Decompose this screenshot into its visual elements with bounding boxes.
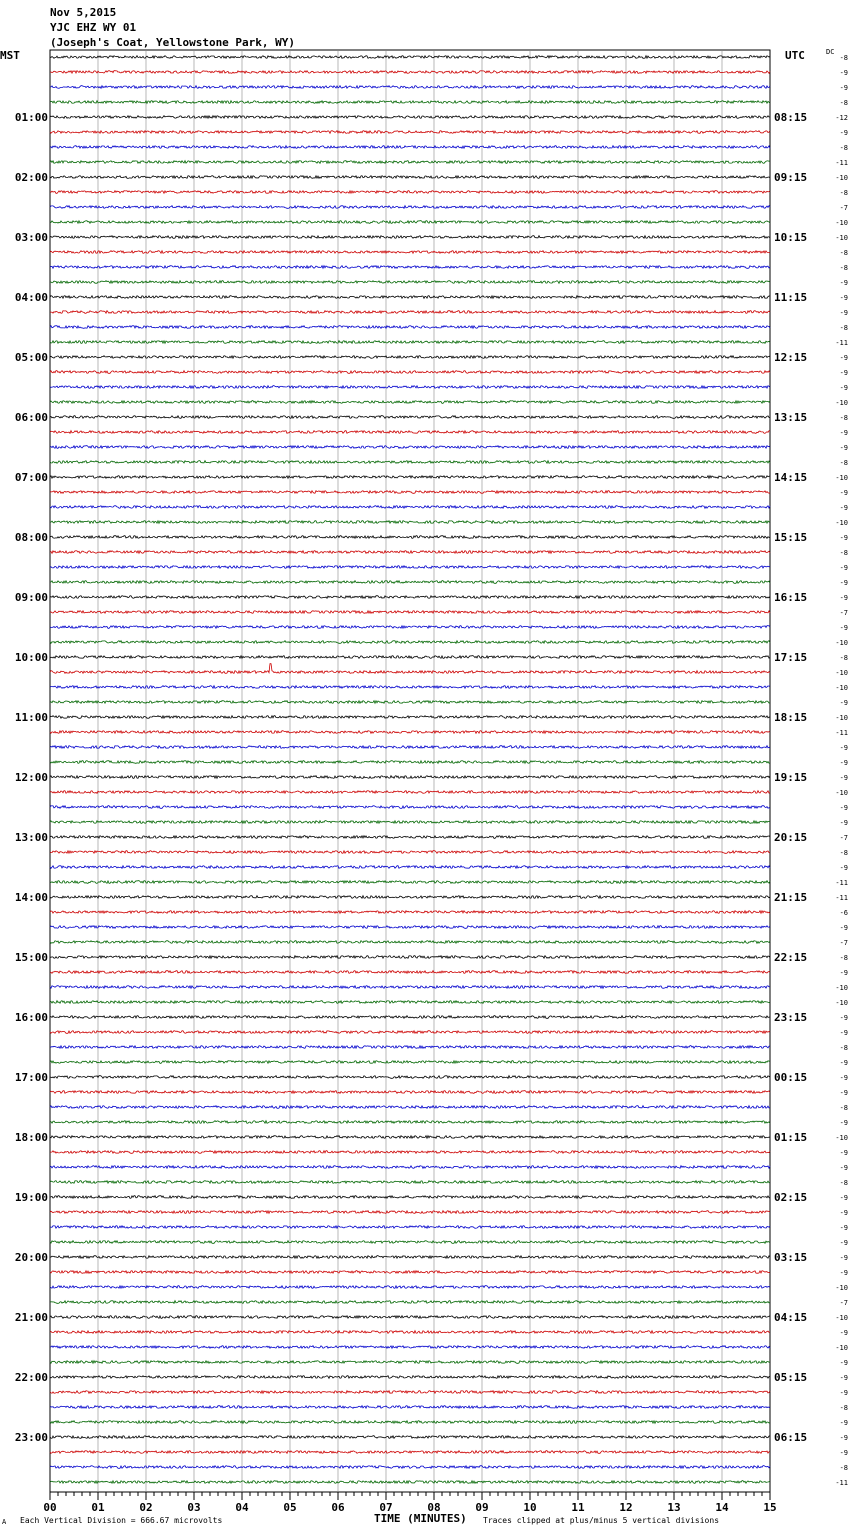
dc-offset-label: -8 xyxy=(839,249,848,257)
seismic-trace xyxy=(50,1061,770,1064)
seismic-trace xyxy=(50,416,770,419)
seismic-trace xyxy=(50,476,770,479)
utc-hour-label: 01:15 xyxy=(774,1131,808,1144)
seismic-trace xyxy=(50,71,770,74)
seismic-trace xyxy=(50,56,770,59)
dc-offset-label: -8 xyxy=(839,849,848,857)
seismic-trace xyxy=(50,116,770,119)
seismic-trace xyxy=(50,596,770,599)
seismic-trace xyxy=(50,686,770,689)
seismic-trace xyxy=(50,551,770,554)
seismic-trace xyxy=(50,101,770,104)
seismic-trace xyxy=(50,1181,770,1184)
seismic-trace xyxy=(50,701,770,704)
dc-offset-label: -8 xyxy=(839,54,848,62)
dc-offset-label: -9 xyxy=(839,1074,848,1082)
seismic-trace xyxy=(50,776,770,779)
seismic-trace xyxy=(50,1091,770,1094)
mst-hour-label: 23:00 xyxy=(14,1431,48,1444)
mst-hour-label: 04:00 xyxy=(14,291,48,304)
utc-hour-label: 20:15 xyxy=(774,831,808,844)
dc-offset-label: -8 xyxy=(839,99,848,107)
seismic-trace xyxy=(50,656,770,659)
seismic-trace xyxy=(50,1226,770,1229)
dc-offset-label: -9 xyxy=(839,594,848,602)
dc-offset-label: -9 xyxy=(839,1224,848,1232)
mst-hour-label: 02:00 xyxy=(14,171,48,184)
seismic-trace xyxy=(50,1286,770,1289)
x-tick-label: 13 xyxy=(667,1501,681,1514)
dc-offset-label: -8 xyxy=(839,414,848,422)
dc-offset-label: -8 xyxy=(839,549,848,557)
seismic-trace xyxy=(50,236,770,239)
dc-offset-label: -9 xyxy=(839,1164,848,1172)
seismic-trace xyxy=(50,1346,770,1349)
seismic-trace xyxy=(50,896,770,899)
dc-offset-label: -9 xyxy=(839,1359,848,1367)
seismic-trace xyxy=(50,131,770,134)
dc-offset-label: -9 xyxy=(839,1059,848,1067)
x-axis-title: TIME (MINUTES) xyxy=(374,1512,467,1525)
seismic-trace xyxy=(50,461,770,464)
seismic-trace xyxy=(50,1076,770,1079)
dc-offset-label: -10 xyxy=(835,1314,848,1322)
seismic-trace xyxy=(50,221,770,224)
seismic-trace xyxy=(50,251,770,254)
utc-hour-label: 02:15 xyxy=(774,1191,808,1204)
x-tick-label: 15 xyxy=(763,1501,777,1514)
dc-offset-label: -8 xyxy=(839,1044,848,1052)
dc-offset-label: -9 xyxy=(839,1014,848,1022)
utc-hour-label: 19:15 xyxy=(774,771,808,784)
seismic-trace xyxy=(50,1016,770,1019)
dc-offset-label: -9 xyxy=(839,84,848,92)
mst-hour-label: 22:00 xyxy=(14,1371,48,1384)
mst-hour-label: 17:00 xyxy=(14,1071,48,1084)
seismic-trace xyxy=(50,1211,770,1214)
seismic-trace xyxy=(50,1331,770,1334)
mst-hour-label: 14:00 xyxy=(14,891,48,904)
mst-hour-label: 08:00 xyxy=(14,531,48,544)
dc-offset-label: -9 xyxy=(839,924,848,932)
utc-hour-label: 05:15 xyxy=(774,1371,808,1384)
utc-hour-label: 08:15 xyxy=(774,111,808,124)
x-tick-label: 06 xyxy=(331,1501,345,1514)
dc-offset-label: -9 xyxy=(839,804,848,812)
seismic-trace xyxy=(50,146,770,149)
dc-offset-label: -9 xyxy=(839,774,848,782)
seismic-trace xyxy=(50,821,770,824)
header-date: Nov 5,2015 xyxy=(50,6,117,19)
seismic-trace xyxy=(50,926,770,929)
seismic-trace xyxy=(50,1481,770,1484)
dc-offset-label: -11 xyxy=(835,729,848,737)
seismic-trace xyxy=(50,1361,770,1364)
dc-offset-label: -9 xyxy=(839,294,848,302)
dc-offset-label: -9 xyxy=(839,354,848,362)
mst-hour-label: 13:00 xyxy=(14,831,48,844)
seismic-trace xyxy=(50,986,770,989)
seismic-trace xyxy=(50,401,770,404)
x-tick-label: 07 xyxy=(379,1501,393,1514)
dc-offset-label: -7 xyxy=(839,834,848,842)
dc-offset-label: -9 xyxy=(839,969,848,977)
seismic-trace xyxy=(50,521,770,524)
dc-offset-label: -9 xyxy=(839,1119,848,1127)
dc-offset-label: -10 xyxy=(835,474,848,482)
x-tick-label: 05 xyxy=(283,1501,297,1514)
x-tick-label: 00 xyxy=(43,1501,57,1514)
dc-offset-label: -12 xyxy=(835,114,848,122)
mst-hour-label: 07:00 xyxy=(14,471,48,484)
mst-hour-label: 11:00 xyxy=(14,711,48,724)
dc-offset-label: -9 xyxy=(839,504,848,512)
utc-hour-label: 23:15 xyxy=(774,1011,808,1024)
dc-offset-label: -10 xyxy=(835,174,848,182)
utc-hour-label: 15:15 xyxy=(774,531,808,544)
dc-offset-label: -9 xyxy=(839,1089,848,1097)
seismic-trace xyxy=(50,386,770,389)
dc-offset-label: -10 xyxy=(835,1134,848,1142)
utc-hour-label: 09:15 xyxy=(774,171,808,184)
dc-offset-label: -9 xyxy=(839,1149,848,1157)
dc-offset-label: -9 xyxy=(839,1254,848,1262)
mst-axis-label: MST xyxy=(0,49,20,62)
seismic-trace xyxy=(50,1406,770,1409)
seismic-trace xyxy=(50,176,770,179)
utc-hour-label: 00:15 xyxy=(774,1071,808,1084)
utc-hour-label: 11:15 xyxy=(774,291,808,304)
dc-offset-label: -10 xyxy=(835,1344,848,1352)
x-tick-label: 09 xyxy=(475,1501,489,1514)
dc-offset-label: -11 xyxy=(835,894,848,902)
mst-hour-label: 19:00 xyxy=(14,1191,48,1204)
dc-offset-label: -9 xyxy=(839,1419,848,1427)
dc-offset-label: -9 xyxy=(839,759,848,767)
dc-offset-label: -10 xyxy=(835,399,848,407)
seismic-trace xyxy=(50,866,770,869)
x-tick-label: 12 xyxy=(619,1501,633,1514)
utc-hour-label: 14:15 xyxy=(774,471,808,484)
dc-offset-label: -9 xyxy=(839,534,848,542)
dc-offset-label: -9 xyxy=(839,309,848,317)
dc-offset-label: -10 xyxy=(835,789,848,797)
dc-offset-label: -7 xyxy=(839,609,848,617)
dc-offset-label: -10 xyxy=(835,984,848,992)
seismic-trace xyxy=(50,611,770,614)
seismic-trace xyxy=(50,1241,770,1244)
seismic-trace xyxy=(50,1466,770,1469)
utc-hour-label: 16:15 xyxy=(774,591,808,604)
mst-hour-label: 12:00 xyxy=(14,771,48,784)
seismic-trace xyxy=(50,1106,770,1109)
seismic-trace xyxy=(50,326,770,329)
mst-hour-label: 03:00 xyxy=(14,231,48,244)
dc-offset-label: -8 xyxy=(839,1404,848,1412)
dc-offset-label: -9 xyxy=(839,1329,848,1337)
seismic-trace xyxy=(50,971,770,974)
footer-mark: A xyxy=(2,1518,7,1526)
seismic-trace xyxy=(50,161,770,164)
dc-offset-label: -9 xyxy=(839,279,848,287)
utc-axis-label: UTC xyxy=(785,49,805,62)
dc-offset-label: -9 xyxy=(839,819,848,827)
x-tick-label: 08 xyxy=(427,1501,441,1514)
x-tick-label: 01 xyxy=(91,1501,105,1514)
seismic-trace xyxy=(50,716,770,719)
mst-hour-label: 06:00 xyxy=(14,411,48,424)
dc-offset-label: -9 xyxy=(839,489,848,497)
dc-offset-label: -11 xyxy=(835,1479,848,1487)
seismic-trace xyxy=(50,1391,770,1394)
mst-hour-label: 18:00 xyxy=(14,1131,48,1144)
seismic-trace xyxy=(50,356,770,359)
dc-offset-label: -9 xyxy=(839,864,848,872)
dc-offset-label: -9 xyxy=(839,444,848,452)
dc-offset-label: -9 xyxy=(839,564,848,572)
seismic-trace xyxy=(50,341,770,344)
dc-offset-label: -10 xyxy=(835,219,848,227)
seismic-trace xyxy=(50,191,770,194)
dc-offset-label: -9 xyxy=(839,1389,848,1397)
dc-offset-label: -9 xyxy=(839,1239,848,1247)
dc-offset-label: -8 xyxy=(839,1179,848,1187)
seismic-trace xyxy=(50,1256,770,1259)
seismic-trace xyxy=(50,851,770,854)
dc-offset-label: -9 xyxy=(839,579,848,587)
dc-offset-label: -8 xyxy=(839,189,848,197)
utc-hour-label: 18:15 xyxy=(774,711,808,724)
seismic-trace xyxy=(50,506,770,509)
utc-hour-label: 13:15 xyxy=(774,411,808,424)
dc-offset-label: -7 xyxy=(839,1299,848,1307)
dc-axis-label: DC xyxy=(826,48,835,56)
dc-offset-label: -9 xyxy=(839,744,848,752)
dc-offset-label: -10 xyxy=(835,1284,848,1292)
dc-offset-label: -10 xyxy=(835,999,848,1007)
seismic-trace xyxy=(50,491,770,494)
seismic-trace xyxy=(50,581,770,584)
header-station: YJC EHZ WY 01 xyxy=(50,21,137,34)
x-tick-label: 10 xyxy=(523,1501,537,1514)
dc-offset-label: -9 xyxy=(839,129,848,137)
x-tick-label: 04 xyxy=(235,1501,249,1514)
seismic-trace xyxy=(50,431,770,434)
dc-offset-label: -11 xyxy=(835,879,848,887)
seismic-trace xyxy=(50,746,770,749)
seismic-trace xyxy=(50,566,770,569)
dc-offset-label: -9 xyxy=(839,429,848,437)
dc-offset-label: -8 xyxy=(839,1104,848,1112)
seismic-trace xyxy=(50,446,770,449)
x-tick-label: 11 xyxy=(571,1501,585,1514)
dc-offset-label: -9 xyxy=(839,624,848,632)
seismic-trace xyxy=(50,1001,770,1004)
clip-note: Traces clipped at plus/minus 5 vertical divisions xyxy=(483,1516,720,1525)
seismic-trace xyxy=(50,206,770,209)
dc-offset-label: -8 xyxy=(839,324,848,332)
seismic-trace xyxy=(50,311,770,314)
seismic-trace xyxy=(50,1421,770,1424)
x-tick-label: 03 xyxy=(187,1501,201,1514)
seismic-trace xyxy=(50,296,770,299)
mst-hour-label: 05:00 xyxy=(14,351,48,364)
dc-offset-label: -8 xyxy=(839,1464,848,1472)
seismic-trace xyxy=(50,86,770,89)
seismic-trace xyxy=(50,536,770,539)
dc-offset-label: -8 xyxy=(839,954,848,962)
utc-hour-label: 10:15 xyxy=(774,231,808,244)
dc-offset-label: -6 xyxy=(839,909,848,917)
seismic-trace xyxy=(50,1151,770,1154)
seismic-trace xyxy=(50,881,770,884)
seismic-trace xyxy=(50,281,770,284)
seismic-trace xyxy=(50,731,770,734)
seismic-trace xyxy=(50,1316,770,1319)
seismic-trace xyxy=(50,761,770,764)
seismic-trace xyxy=(50,641,770,644)
utc-hour-label: 22:15 xyxy=(774,951,808,964)
mst-hour-label: 20:00 xyxy=(14,1251,48,1264)
mst-hour-label: 21:00 xyxy=(14,1311,48,1324)
mst-hour-label: 01:00 xyxy=(14,111,48,124)
seismic-trace xyxy=(50,626,770,629)
dc-offset-label: -8 xyxy=(839,264,848,272)
seismic-trace xyxy=(50,911,770,914)
dc-offset-label: -7 xyxy=(839,204,848,212)
dc-offset-label: -9 xyxy=(839,69,848,77)
dc-offset-label: -10 xyxy=(835,234,848,242)
dc-offset-label: -10 xyxy=(835,714,848,722)
dc-offset-label: -9 xyxy=(839,1449,848,1457)
seismic-trace xyxy=(50,791,770,794)
x-tick-label: 14 xyxy=(715,1501,729,1514)
dc-offset-label: -8 xyxy=(839,144,848,152)
x-tick-label: 02 xyxy=(139,1501,153,1514)
mst-hour-label: 15:00 xyxy=(14,951,48,964)
dc-offset-label: -7 xyxy=(839,939,848,947)
dc-offset-label: -11 xyxy=(835,159,848,167)
seismic-trace xyxy=(50,664,770,674)
seismic-trace xyxy=(50,266,770,269)
seismic-trace xyxy=(50,1166,770,1169)
utc-hour-label: 21:15 xyxy=(774,891,808,904)
dc-offset-label: -10 xyxy=(835,639,848,647)
seismic-trace xyxy=(50,1121,770,1124)
utc-hour-label: 03:15 xyxy=(774,1251,808,1264)
dc-offset-label: -9 xyxy=(839,699,848,707)
dc-offset-label: -9 xyxy=(839,1209,848,1217)
dc-offset-label: -11 xyxy=(835,339,848,347)
mst-hour-label: 16:00 xyxy=(14,1011,48,1024)
dc-offset-label: -10 xyxy=(835,684,848,692)
dc-offset-label: -9 xyxy=(839,1194,848,1202)
utc-hour-label: 04:15 xyxy=(774,1311,808,1324)
seismic-trace xyxy=(50,1376,770,1379)
dc-offset-label: -8 xyxy=(839,654,848,662)
dc-offset-label: -9 xyxy=(839,1029,848,1037)
seismic-trace xyxy=(50,1196,770,1199)
seismic-trace xyxy=(50,956,770,959)
header-location: (Joseph's Coat, Yellowstone Park, WY) xyxy=(50,36,296,49)
utc-hour-label: 12:15 xyxy=(774,351,808,364)
scale-note: Each Vertical Division = 666.67 microvolts xyxy=(20,1516,223,1525)
seismic-trace xyxy=(50,836,770,839)
dc-offset-label: -9 xyxy=(839,1269,848,1277)
seismic-trace xyxy=(50,1301,770,1304)
mst-hour-label: 10:00 xyxy=(14,651,48,664)
dc-offset-label: -10 xyxy=(835,669,848,677)
dc-offset-label: -9 xyxy=(839,384,848,392)
utc-hour-label: 06:15 xyxy=(774,1431,808,1444)
seismic-trace xyxy=(50,1046,770,1049)
dc-offset-label: -9 xyxy=(839,1374,848,1382)
seismic-trace xyxy=(50,941,770,944)
mst-hour-label: 09:00 xyxy=(14,591,48,604)
utc-hour-label: 17:15 xyxy=(774,651,808,664)
dc-offset-label: -9 xyxy=(839,1434,848,1442)
dc-offset-label: -9 xyxy=(839,369,848,377)
dc-offset-label: -10 xyxy=(835,519,848,527)
seismic-trace xyxy=(50,1451,770,1454)
dc-offset-label: -8 xyxy=(839,459,848,467)
seismic-trace xyxy=(50,371,770,374)
seismic-trace xyxy=(50,1271,770,1274)
seismic-trace xyxy=(50,1136,770,1139)
seismic-trace xyxy=(50,1031,770,1034)
seismic-trace xyxy=(50,806,770,809)
seismic-trace xyxy=(50,1436,770,1439)
